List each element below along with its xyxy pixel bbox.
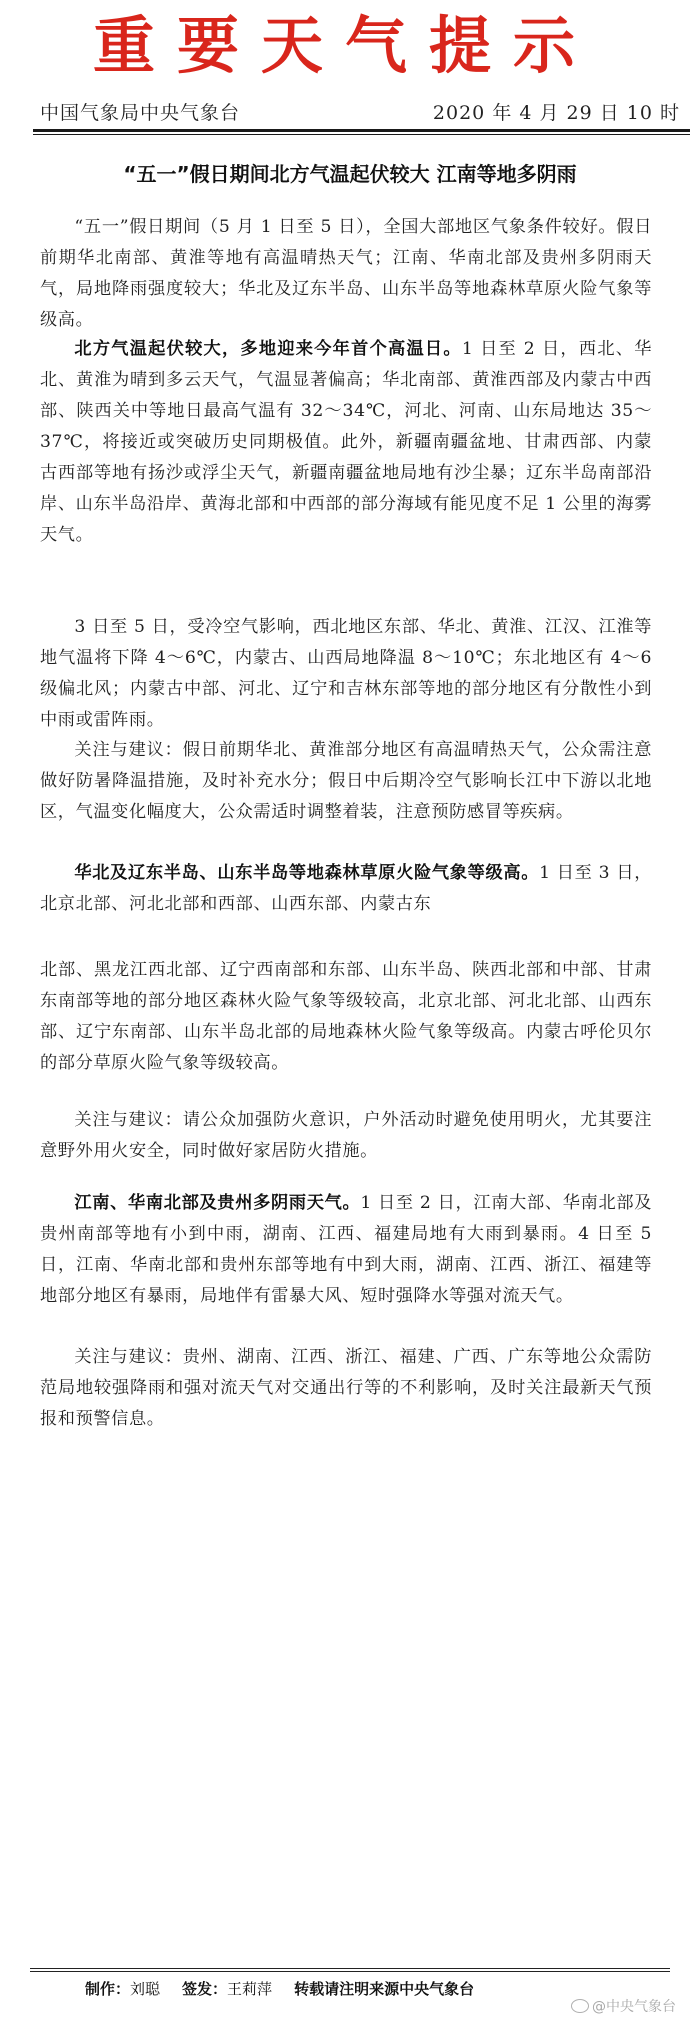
- author-label: 制作：: [85, 1980, 131, 1998]
- paragraph-advice-fire: 关注与建议：请公众加强防火意识，户外活动时避免使用明火，尤其要注意野外用火安全，同时做好家居防火措施。: [40, 1110, 652, 1161]
- paragraph-fire-risk-continued: 北部、黑龙江西北部、辽宁西南部和东部、山东半岛、陕西北部和中部、甘肃东南部等地的部分地区森林火险气象等级较高，北京北部、河北北部、山西东部、辽宁东南部、山东半岛北部的局地森林火险气象等级高。内蒙古呼伦贝尔的部分草原火险气象等级较高。: [40, 960, 652, 1073]
- paragraph-advice-temperature: 关注与建议：假日前期华北、黄淮部分地区有高温晴热天气，公众需注意做好防暑降温措施，及时补充水分；假日中后期冷空气影响长江中下游以北地区，气温变化幅度大，公众需适时调整着装，注意预防感冒等疾病。: [40, 740, 652, 822]
- weibo-logo-icon: [571, 1999, 589, 2013]
- author-name: 刘聪: [130, 1980, 161, 1998]
- paragraph-fire-risk: 华北及辽东半岛、山东半岛等地森林草原火险气象等级高。1 日至 3 日，北京北部、河北北部和西部、山西东部、内蒙古东: [40, 863, 652, 914]
- paragraph-intro: “五一”假日期间（5 月 1 日至 5 日），全国大部地区气象条件较好。假日前期华北南部、黄淮等地有高温晴热天气；江南、华南北部及贵州多阴雨天气，局地降雨强度较大；华北及辽东半岛、山东半岛等地森林草原火险气象等级高。: [40, 217, 652, 330]
- footer-rule-bottom: [30, 1971, 670, 1972]
- bulletin-headline: “五一”假日期间北方气温起伏较大 江南等地多阴雨: [123, 162, 577, 186]
- issue-date: 2020 年 4 月 29 日 10 时: [432, 102, 680, 124]
- weibo-watermark: @中央气象台: [571, 1996, 676, 2016]
- footer-rule-top: [30, 1968, 670, 1969]
- paragraph-advice-rain: 关注与建议：贵州、湖南、江西、浙江、福建、广西、广东等地公众需防范局地较强降雨和强对流天气对交通出行等的不利影响，及时关注最新天气预报和预警信息。: [40, 1347, 652, 1429]
- paragraph-lead: 华北及辽东半岛、山东半岛等地森林草原火险气象等级高。: [74, 863, 540, 883]
- paragraph-cold-air: 3 日至 5 日，受冷空气影响，西北地区东部、华北、黄淮、江汉、江淮等地气温将下降 4～6℃，内蒙古、山西局地降温 8～10℃；东北地区有 4～6 级偏北风；内蒙古中部、河北、辽宁和吉林东部等地的部分地区有分散性小到中雨或雷阵雨。: [40, 617, 652, 730]
- header-rule-thick: [33, 129, 690, 132]
- reprint-note: 转载请注明来源中央气象台: [294, 1980, 475, 1998]
- paragraph-north-temperature: 北方气温起伏较大，多地迎来今年首个高温日。1 日至 2 日，西北、华北、黄淮为晴到多云天气，气温显著偏高；华北南部、黄淮西部及内蒙古中西部、陕西关中等地日最高气温有 32～34℃，河北、河南、山东局地达 35～37℃，将接近或突破历史同期极值。此外，新疆南疆盆地、甘肃西部、内蒙古西部等地有扬沙或浮尘天气，新疆南疆盆地局地有沙尘暴；辽东半岛南部沿岸、山东半岛沿岸、黄海北部和中西部的部分海域有能见度不足 1 公里的海雾天气。: [40, 339, 653, 545]
- issuer-name: 中国气象局中央气象台: [40, 102, 241, 124]
- signer-name: 王莉萍: [227, 1980, 273, 1998]
- signer-label: 签发：: [182, 1980, 228, 1998]
- paragraph-lead: 北方气温起伏较大，多地迎来今年首个高温日。: [74, 339, 462, 359]
- paragraph-lead: 江南、华南北部及贵州多阴雨天气。: [74, 1193, 361, 1213]
- masthead-title: 重要天气提示: [92, 9, 597, 82]
- paragraph-south-rain: 江南、华南北部及贵州多阴雨天气。1 日至 2 日，江南大部、华南北部及贵州南部等地有小到中雨，湖南、江西、福建局地有大雨到暴雨。4 日至 5 日，江南、华南北部和贵州东部等地有中到大雨，湖南、江西、浙江、福建等地部分地区有暴雨，局地伴有雷暴大风、短时强降水等强对流天气。: [40, 1193, 652, 1306]
- footer-credits: [85, 1978, 474, 1999]
- header-rule-thin: [33, 134, 690, 135]
